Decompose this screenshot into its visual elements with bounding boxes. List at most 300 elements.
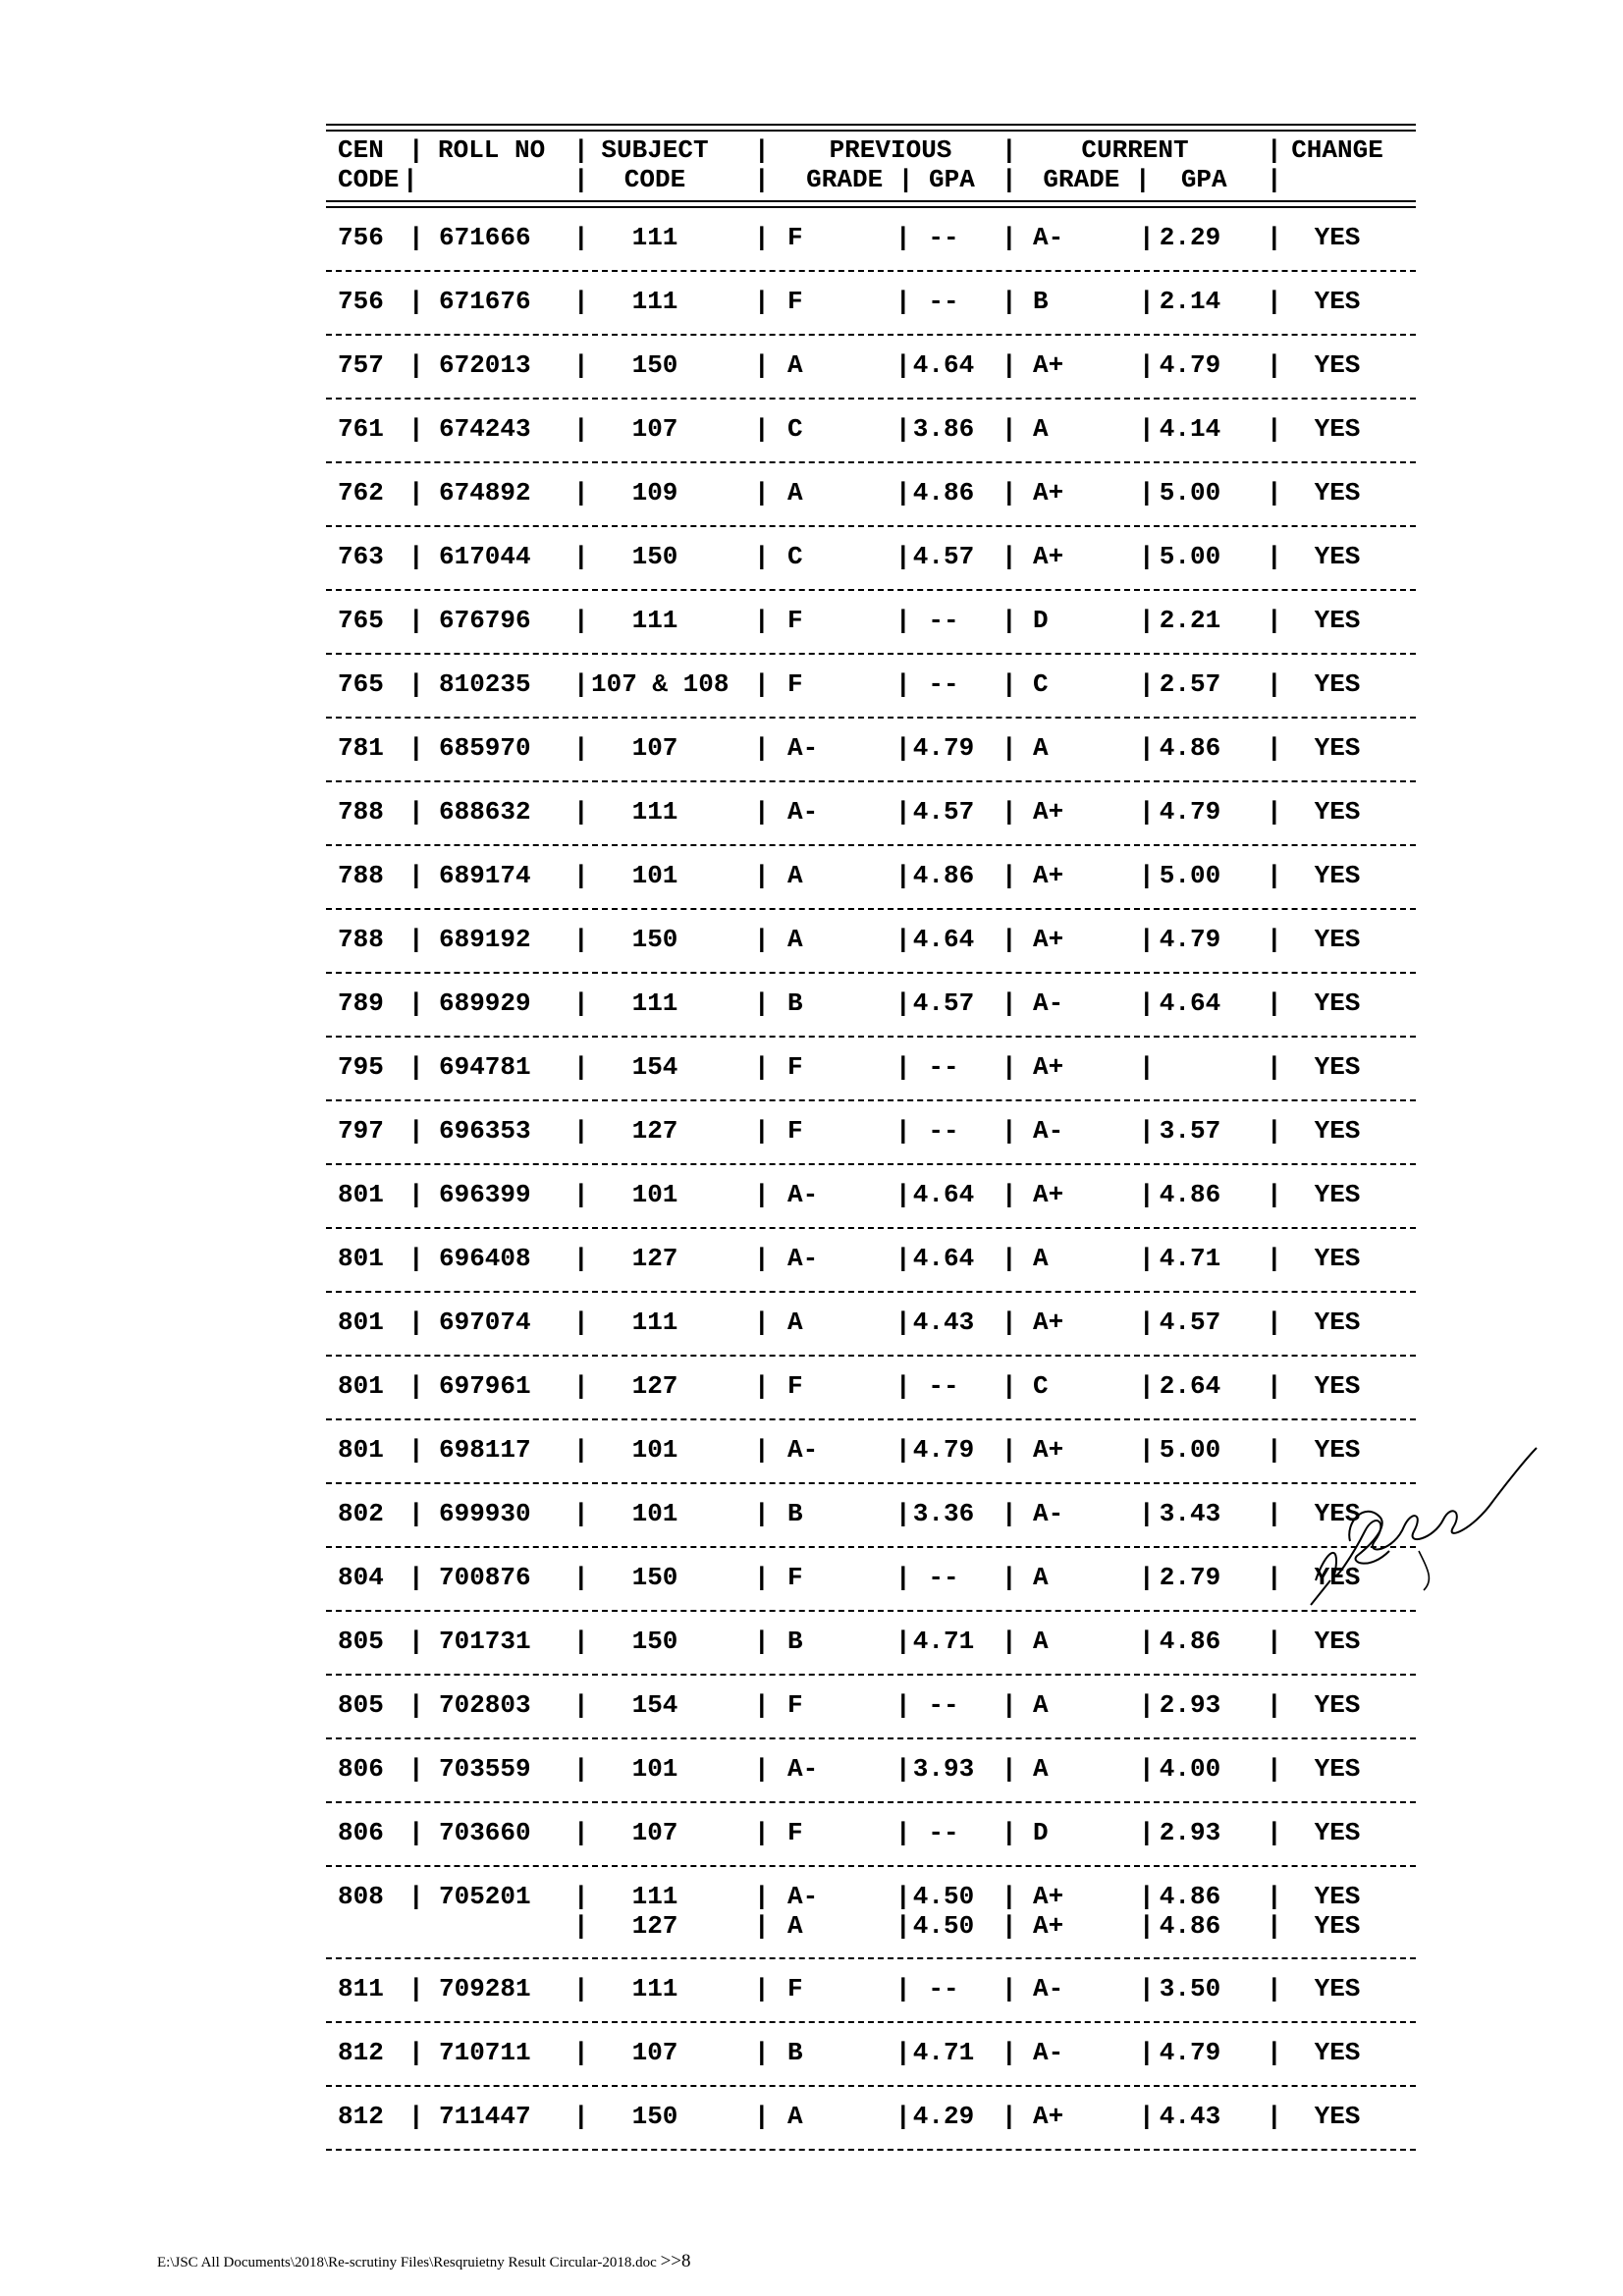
previous-gpa-cell: -- — [928, 287, 959, 316]
previous-gpa-cell: 4.79 — [912, 733, 975, 763]
column-separator: | — [573, 606, 589, 635]
column-separator: | — [408, 223, 424, 252]
column-separator: | — [1267, 1563, 1282, 1592]
column-separator: | — [754, 1499, 770, 1528]
current-grade-cell: A — [1033, 1244, 1049, 1273]
change-cell: YES — [1314, 1754, 1361, 1784]
column-separator: | — [1267, 1818, 1282, 1847]
current-gpa-cell: 4.86 — [1159, 733, 1221, 763]
current-gpa-cell — [1146, 1038, 1234, 1099]
column-separator: | — [1267, 733, 1282, 763]
roll-no-cell: 689174 — [439, 861, 531, 890]
current-gpa-cell: 2.21 — [1159, 606, 1221, 635]
current-gpa-cell: 4.71 — [1159, 1244, 1221, 1273]
change-cell: YES — [1314, 414, 1361, 444]
subject-code-cell: 150 — [631, 1627, 678, 1656]
current-gpa-cell: 5.00 — [1159, 1435, 1221, 1465]
column-separator: | — [573, 1435, 589, 1465]
column-separator: | — [573, 1371, 589, 1401]
column-separator: | — [408, 606, 424, 635]
column-separator: | — [408, 1435, 424, 1465]
cen-code-cell: 801 — [338, 1435, 384, 1465]
change-cell: YES — [1314, 350, 1361, 380]
subject-code-cell: 107 & 108 — [591, 669, 730, 699]
cen-code-cell: 797 — [338, 1116, 384, 1146]
column-separator: | — [895, 988, 911, 1018]
table-row — [326, 1165, 1416, 1227]
column-separator: | — [895, 1627, 911, 1656]
column-separator: | — [408, 287, 424, 316]
cen-code-cell: 808 — [338, 1882, 384, 1911]
column-separator: | — [754, 287, 770, 316]
cen-code-cell: 801 — [338, 1180, 384, 1209]
subject-code-cell: 101 — [631, 1499, 678, 1528]
column-separator: | — [1267, 1882, 1282, 1911]
current-grade-cell: A+ — [1033, 797, 1064, 827]
column-separator: | — [754, 669, 770, 699]
previous-grade-cell: A — [787, 478, 803, 507]
column-separator: | — [1267, 1180, 1282, 1209]
previous-grade-cell: F — [787, 1052, 803, 1082]
roll-no-cell: 689192 — [439, 925, 531, 954]
column-separator: | — [1139, 988, 1155, 1018]
column-separator: | — [573, 478, 589, 507]
current-grade-cell: A+ — [1033, 1308, 1064, 1337]
current-grade-cell: A+ — [1033, 350, 1064, 380]
previous-gpa-cell: -- — [928, 223, 959, 252]
column-separator: | — [1139, 1882, 1155, 1911]
column-separator: | — [1139, 606, 1155, 635]
previous-grade-cell: A- — [787, 797, 819, 827]
subject-code-cell: 111 — [631, 223, 678, 252]
column-separator: | — [1001, 606, 1017, 635]
change-cell: YES — [1314, 1308, 1361, 1337]
current-grade-cell: A — [1033, 1754, 1049, 1784]
header-previous: PREVIOUS GRADE | GPA — [806, 135, 975, 194]
column-separator: | — [1001, 1627, 1017, 1656]
column-separator: | — [573, 350, 589, 380]
current-gpa-cell: 4.14 — [1159, 414, 1221, 444]
previous-grade-cell: A — [787, 925, 803, 954]
column-separator: | — [1267, 1754, 1282, 1784]
current-grade-cell: B — [1033, 287, 1049, 316]
column-separator: | — [1267, 478, 1282, 507]
column-separator: | — [754, 1627, 770, 1656]
subject-code-cell: 101 — [631, 1754, 678, 1784]
column-separator: | — [1139, 1818, 1155, 1847]
previous-grade-cell: A- A — [787, 1882, 819, 1941]
column-separator: | — [573, 1180, 589, 1209]
current-grade-cell: D — [1033, 1818, 1049, 1847]
column-separator: | — [1001, 1818, 1017, 1847]
column-separator: | — [1267, 606, 1282, 635]
column-separator: | — [1267, 1244, 1282, 1273]
column-separator: | — [754, 1435, 770, 1465]
previous-grade-cell: A — [787, 350, 803, 380]
roll-no-cell: 703559 — [439, 1754, 531, 1784]
current-grade-cell: A+ — [1033, 861, 1064, 890]
current-gpa-cell: 5.00 — [1159, 542, 1221, 571]
column-separator: | — [1001, 2102, 1017, 2131]
column-separator: | — [573, 1244, 589, 1273]
column-separator: | — [1001, 1371, 1017, 1401]
current-grade-cell: A — [1033, 1690, 1049, 1720]
cen-code-cell: 812 — [338, 2038, 384, 2067]
change-cell: YES — [1314, 988, 1361, 1018]
roll-no-cell: 711447 — [439, 2102, 531, 2131]
column-separator: | — [895, 350, 911, 380]
current-gpa-cell: 2.14 — [1159, 287, 1221, 316]
table-row — [326, 463, 1416, 525]
table-row — [326, 591, 1416, 653]
previous-gpa-cell: 4.64 — [912, 1244, 975, 1273]
column-separator: | — [408, 478, 424, 507]
column-separator: | — [1001, 1563, 1017, 1592]
column-separator: | — [1001, 478, 1017, 507]
column-separator: | — [1139, 1627, 1155, 1656]
cen-code-cell: 801 — [338, 1371, 384, 1401]
column-separator: | — [408, 1180, 424, 1209]
current-grade-cell: A — [1033, 733, 1049, 763]
previous-grade-cell: A — [787, 2102, 803, 2131]
column-separator: | — [1001, 1754, 1017, 1784]
column-separator: | — [408, 414, 424, 444]
column-separator: | — [1139, 2038, 1155, 2067]
roll-no-cell: 674892 — [439, 478, 531, 507]
change-cell: YES — [1314, 2038, 1361, 2067]
roll-no-cell: 676796 — [439, 606, 531, 635]
column-separator: | — [895, 1690, 911, 1720]
subject-code-cell: 150 — [631, 542, 678, 571]
column-separator: | — [895, 1974, 911, 2003]
change-cell: YES — [1314, 1435, 1361, 1465]
current-gpa-cell: 2.93 — [1159, 1690, 1221, 1720]
column-separator: | — [1139, 1308, 1155, 1337]
previous-gpa-cell: 4.57 — [912, 797, 975, 827]
column-separator: | — [1139, 669, 1155, 699]
column-separator: | — [408, 2102, 424, 2131]
table-row — [326, 400, 1416, 461]
previous-gpa-cell: 4.57 — [912, 988, 975, 1018]
previous-gpa-cell: -- — [928, 1690, 959, 1720]
change-cell: YES — [1314, 1690, 1361, 1720]
column-separator: | — [1001, 223, 1017, 252]
column-separator: | — [408, 797, 424, 827]
cen-code-cell: 762 — [338, 478, 384, 507]
roll-no-cell: 697074 — [439, 1308, 531, 1337]
column-separator: | — [1001, 1308, 1017, 1337]
column-separator: | — [895, 478, 911, 507]
column-separator: | — [573, 223, 589, 252]
cen-code-cell: 801 — [338, 1244, 384, 1273]
column-separator: | — [1001, 350, 1017, 380]
table-row — [326, 2087, 1416, 2149]
previous-gpa-cell: 4.64 — [912, 1180, 975, 1209]
cen-code-cell: 795 — [338, 1052, 384, 1082]
roll-no-cell: 702803 — [439, 1690, 531, 1720]
cen-code-cell: 763 — [338, 542, 384, 571]
column-separator: | — [1267, 1911, 1282, 1941]
current-gpa-cell: 5.00 — [1159, 478, 1221, 507]
previous-grade-cell: F — [787, 1818, 803, 1847]
column-separator: | — [573, 797, 589, 827]
column-separator: | — [1001, 1435, 1017, 1465]
change-cell: YES — [1314, 669, 1361, 699]
column-separator: | — [754, 350, 770, 380]
column-separator: | — [895, 1911, 911, 1941]
current-grade-cell: A+ — [1033, 2102, 1064, 2131]
column-separator: | — [895, 797, 911, 827]
cen-code-cell: 761 — [338, 414, 384, 444]
change-cell: YES — [1314, 925, 1361, 954]
table-row — [326, 336, 1416, 398]
current-gpa-cell: 4.86 — [1159, 1180, 1221, 1209]
current-gpa-cell: 2.93 — [1159, 1818, 1221, 1847]
column-separator: | — [408, 925, 424, 954]
change-cell: YES — [1314, 797, 1361, 827]
previous-grade-cell: F — [787, 1116, 803, 1146]
table-row — [326, 1803, 1416, 1865]
header-roll-no: ROLL NO — [438, 135, 546, 165]
current-gpa-cell: 2.29 — [1159, 223, 1221, 252]
column-separator: | — [573, 1690, 589, 1720]
column-separator: | — [1267, 1308, 1282, 1337]
column-separator: | — [754, 1754, 770, 1784]
roll-no-cell: 671676 — [439, 287, 531, 316]
table-row — [326, 272, 1416, 334]
page-number: >>8 — [660, 2251, 691, 2271]
column-separator: | — [895, 542, 911, 571]
column-separator: | — [895, 1754, 911, 1784]
column-separator: | — [754, 414, 770, 444]
result-table — [326, 124, 1416, 2151]
column-separator: | — [895, 1563, 911, 1592]
previous-gpa-cell: -- — [928, 1563, 959, 1592]
column-separator: | — [408, 1882, 424, 1911]
column-separator: | — [754, 2038, 770, 2067]
subject-code-cell: 101 — [631, 861, 678, 890]
column-separator: | — [1139, 1371, 1155, 1401]
column-separator: | — [573, 1754, 589, 1784]
column-separator: | — [1139, 1563, 1155, 1592]
previous-gpa-cell: 4.64 — [912, 925, 975, 954]
subject-code-cell: 101 — [631, 1180, 678, 1209]
column-separator: | — [1139, 1244, 1155, 1273]
column-separator: | — [573, 669, 589, 699]
column-separator: | — [1267, 414, 1282, 444]
footer-file-path: E:\JSC All Documents\2018\Re-scrutiny Files\Resqruietny Result Circular-2018.doc >>8 — [157, 2251, 691, 2271]
current-grade-cell: A+ — [1033, 925, 1064, 954]
previous-grade-cell: F — [787, 287, 803, 316]
roll-no-cell: 709281 — [439, 1974, 531, 2003]
roll-no-cell: 696408 — [439, 1244, 531, 1273]
column-separator: | — [1139, 861, 1155, 890]
column-separator: | — [573, 1116, 589, 1146]
column-separator: | — [895, 1244, 911, 1273]
table-row — [326, 1357, 1416, 1418]
column-separator: | — [408, 1974, 424, 2003]
column-separator: | — [408, 1754, 424, 1784]
previous-grade-cell: F — [787, 606, 803, 635]
column-separator: | — [1267, 1116, 1282, 1146]
column-separator: | — [573, 1882, 589, 1911]
column-separator: | — [1001, 669, 1017, 699]
table-header: CEN CODE ROLL NO SUBJECT CODE PREVIOUS GRADE | GPA CURRENT GRADE | GPA CHANGE | | | | | | | | | | — [326, 132, 1416, 200]
current-gpa-cell: 2.57 — [1159, 669, 1221, 699]
change-cell: YES — [1314, 1371, 1361, 1401]
column-separator: | — [754, 1052, 770, 1082]
column-separator: | — [573, 733, 589, 763]
current-grade-cell: A- — [1033, 1499, 1064, 1528]
current-gpa-cell: 4.86 4.86 — [1159, 1882, 1221, 1941]
previous-gpa-cell: 4.79 — [912, 1435, 975, 1465]
column-separator: | — [573, 1911, 589, 1941]
current-grade-cell: A — [1033, 1627, 1049, 1656]
change-cell: YES — [1314, 1627, 1361, 1656]
column-separator: | — [1001, 542, 1017, 571]
current-grade-cell: A- — [1033, 1116, 1064, 1146]
column-separator: | — [754, 925, 770, 954]
column-separator: | — [1001, 797, 1017, 827]
cen-code-cell: 788 — [338, 925, 384, 954]
header-top-rule — [326, 124, 1416, 132]
previous-grade-cell: F — [787, 1563, 803, 1592]
previous-grade-cell: B — [787, 2038, 803, 2067]
column-separator: | — [1267, 925, 1282, 954]
column-separator: | — [1139, 733, 1155, 763]
cen-code-cell: 756 — [338, 287, 384, 316]
cen-code-cell: 789 — [338, 988, 384, 1018]
column-separator: | — [1267, 797, 1282, 827]
change-cell: YES — [1314, 1116, 1361, 1146]
cen-code-cell: 812 — [338, 2102, 384, 2131]
column-separator: | — [1139, 1180, 1155, 1209]
column-separator: | — [895, 1499, 911, 1528]
current-gpa-cell: 4.79 — [1159, 797, 1221, 827]
column-separator: | — [754, 1116, 770, 1146]
subject-code-cell: 107 — [631, 733, 678, 763]
previous-gpa-cell: 3.86 — [912, 414, 975, 444]
current-grade-cell: A- — [1033, 1974, 1064, 2003]
subject-code-cell: 111 — [631, 1974, 678, 2003]
column-separator: | — [408, 1690, 424, 1720]
subject-code-cell: 111 — [631, 287, 678, 316]
roll-no-cell: 699930 — [439, 1499, 531, 1528]
column-separator: | — [573, 1818, 589, 1847]
previous-grade-cell: B — [787, 1627, 803, 1656]
column-separator: | — [895, 925, 911, 954]
column-separator: | — [573, 988, 589, 1018]
previous-grade-cell: B — [787, 988, 803, 1018]
column-separator: | — [895, 2102, 911, 2131]
subject-code-cell: 154 — [631, 1052, 678, 1082]
column-separator: | — [408, 350, 424, 380]
current-grade-cell: C — [1033, 1371, 1049, 1401]
column-separator: | — [1139, 1911, 1155, 1941]
subject-code-cell: 111 — [631, 1308, 678, 1337]
column-separator: | — [573, 414, 589, 444]
current-grade-cell: A+ — [1033, 1052, 1064, 1082]
table-row — [326, 910, 1416, 972]
column-separator: | — [754, 2102, 770, 2131]
column-separator: | — [895, 1308, 911, 1337]
change-cell: YES — [1314, 733, 1361, 763]
column-separator: | — [573, 1052, 589, 1082]
previous-gpa-cell: 4.50 4.50 — [912, 1882, 975, 1941]
roll-no-cell: 697961 — [439, 1371, 531, 1401]
table-row — [326, 2023, 1416, 2085]
column-separator: | — [754, 1244, 770, 1273]
table-row — [326, 1420, 1416, 1482]
current-gpa-cell: 4.57 — [1159, 1308, 1221, 1337]
column-separator: | — [895, 669, 911, 699]
column-separator: | — [1139, 1974, 1155, 2003]
change-cell: YES — [1314, 1499, 1361, 1528]
table-row — [326, 719, 1416, 780]
roll-no-cell: 688632 — [439, 797, 531, 827]
column-separator: | — [1267, 2038, 1282, 2067]
column-separator: | — [754, 1563, 770, 1592]
change-cell: YES — [1314, 1563, 1361, 1592]
cen-code-cell: 788 — [338, 797, 384, 827]
roll-no-cell: 671666 — [439, 223, 531, 252]
previous-grade-cell: A- — [787, 1435, 819, 1465]
column-separator: | — [408, 861, 424, 890]
header-subject-code: SUBJECT CODE — [601, 135, 709, 194]
current-grade-cell: A- — [1033, 2038, 1064, 2067]
table-row — [326, 1612, 1416, 1674]
column-separator: | — [754, 1911, 770, 1941]
previous-grade-cell: F — [787, 1371, 803, 1401]
previous-gpa-cell: -- — [928, 669, 959, 699]
roll-no-cell: 698117 — [439, 1435, 531, 1465]
column-separator: | — [1267, 287, 1282, 316]
column-separator: | — [1139, 223, 1155, 252]
column-separator: | — [1001, 1882, 1017, 1911]
column-separator: | — [573, 2102, 589, 2131]
header-current: CURRENT GRADE | GPA — [1043, 135, 1227, 194]
table-row — [326, 1959, 1416, 2021]
cen-code-cell: 804 — [338, 1563, 384, 1592]
column-separator: | — [408, 1308, 424, 1337]
column-separator: | — [1267, 1499, 1282, 1528]
column-separator: | — [408, 988, 424, 1018]
previous-grade-cell: A- — [787, 1180, 819, 1209]
column-separator: | — [1139, 1435, 1155, 1465]
current-grade-cell: A+ — [1033, 542, 1064, 571]
previous-grade-cell: C — [787, 414, 803, 444]
column-separator: | — [1001, 733, 1017, 763]
column-separator: | — [1001, 2038, 1017, 2067]
roll-no-cell: 705201 — [439, 1882, 531, 1911]
column-separator: | — [573, 861, 589, 890]
table-row — [326, 1038, 1416, 1099]
column-separator: | — [573, 1627, 589, 1656]
table-row — [326, 1484, 1416, 1546]
subject-code-cell: 107 — [631, 2038, 678, 2067]
column-separator: | — [754, 1974, 770, 2003]
previous-gpa-cell: 4.86 — [912, 478, 975, 507]
previous-grade-cell: F — [787, 1690, 803, 1720]
column-separator: | — [1267, 1052, 1282, 1082]
column-separator: | — [1139, 1690, 1155, 1720]
previous-grade-cell: F — [787, 1974, 803, 2003]
table-row — [326, 1101, 1416, 1163]
cen-code-cell: 781 — [338, 733, 384, 763]
cen-code-cell: 757 — [338, 350, 384, 380]
column-separator: | — [895, 223, 911, 252]
subject-code-cell: 111 127 — [631, 1882, 678, 1941]
